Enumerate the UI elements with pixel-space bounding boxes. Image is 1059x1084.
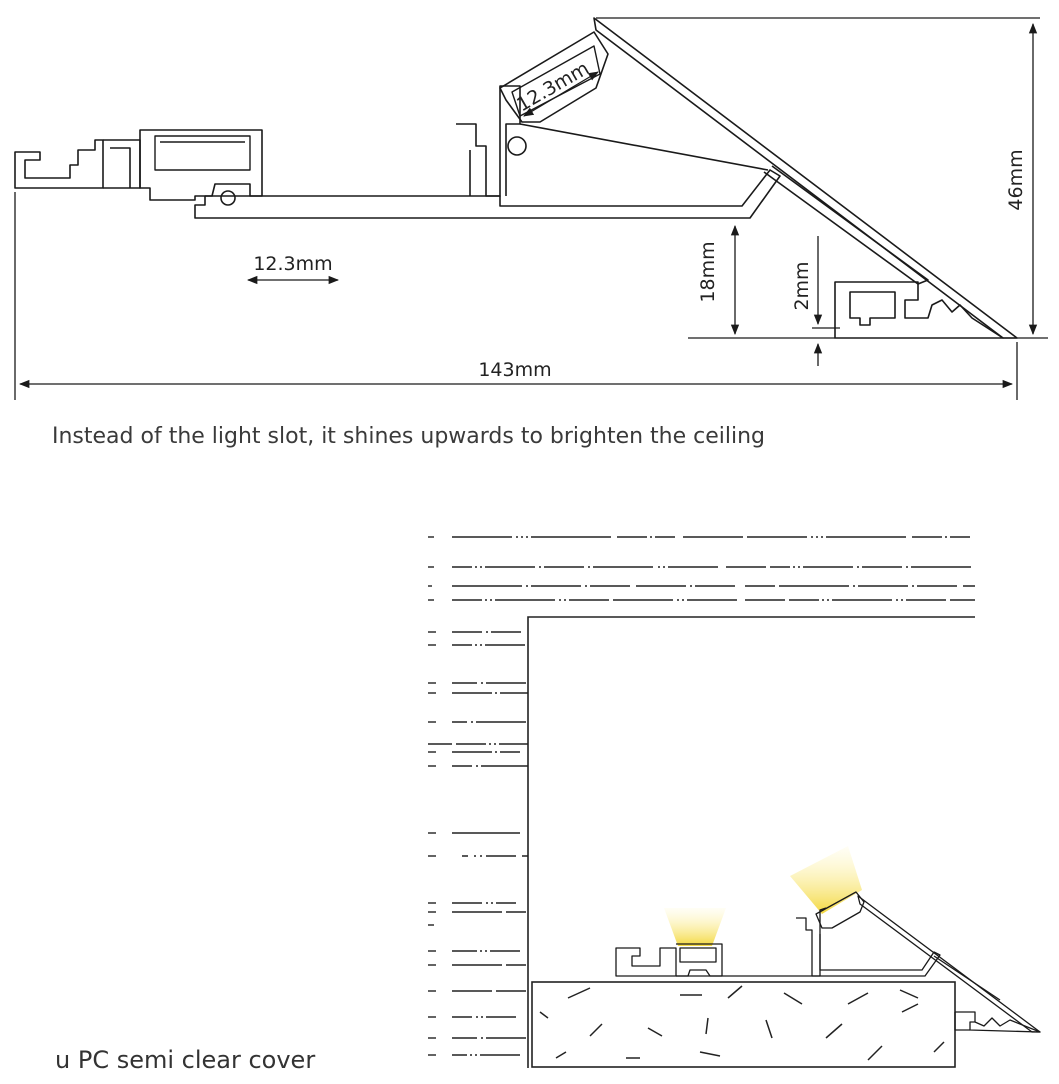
profile-right-clip <box>835 282 1003 338</box>
dim-slot-top-label: 12.3mm <box>513 57 593 117</box>
light-glows <box>664 846 862 946</box>
dim-height-label: 46mm <box>1005 149 1027 211</box>
profile-base <box>195 170 780 218</box>
left-light-glow <box>664 908 726 946</box>
caption: Instead of the light slot, it shines upwards to brighten the ceiling <box>52 424 766 449</box>
cover-label: u PC semi clear cover <box>55 1046 316 1074</box>
dim-width-label: 143mm <box>478 359 552 381</box>
profile-left-channel <box>140 130 262 200</box>
wall-ceiling-illustration <box>428 537 975 1068</box>
wall-texture <box>428 632 528 1055</box>
dim-slot-left-label: 12.3mm <box>253 253 333 275</box>
counter-block <box>532 982 955 1067</box>
ceiling-corner <box>528 617 975 1068</box>
upper-light-glow <box>790 846 862 914</box>
ceiling-texture <box>428 537 975 600</box>
profile-left-clip <box>15 140 103 188</box>
counter-texture <box>540 986 944 1060</box>
dim-base-height-label: 18mm <box>697 241 719 303</box>
profile-cross-section <box>15 18 1040 338</box>
profile-left-lens <box>155 136 250 170</box>
dimension-labels <box>253 57 1027 381</box>
dim-clip-gap-label: 2mm <box>791 261 813 311</box>
